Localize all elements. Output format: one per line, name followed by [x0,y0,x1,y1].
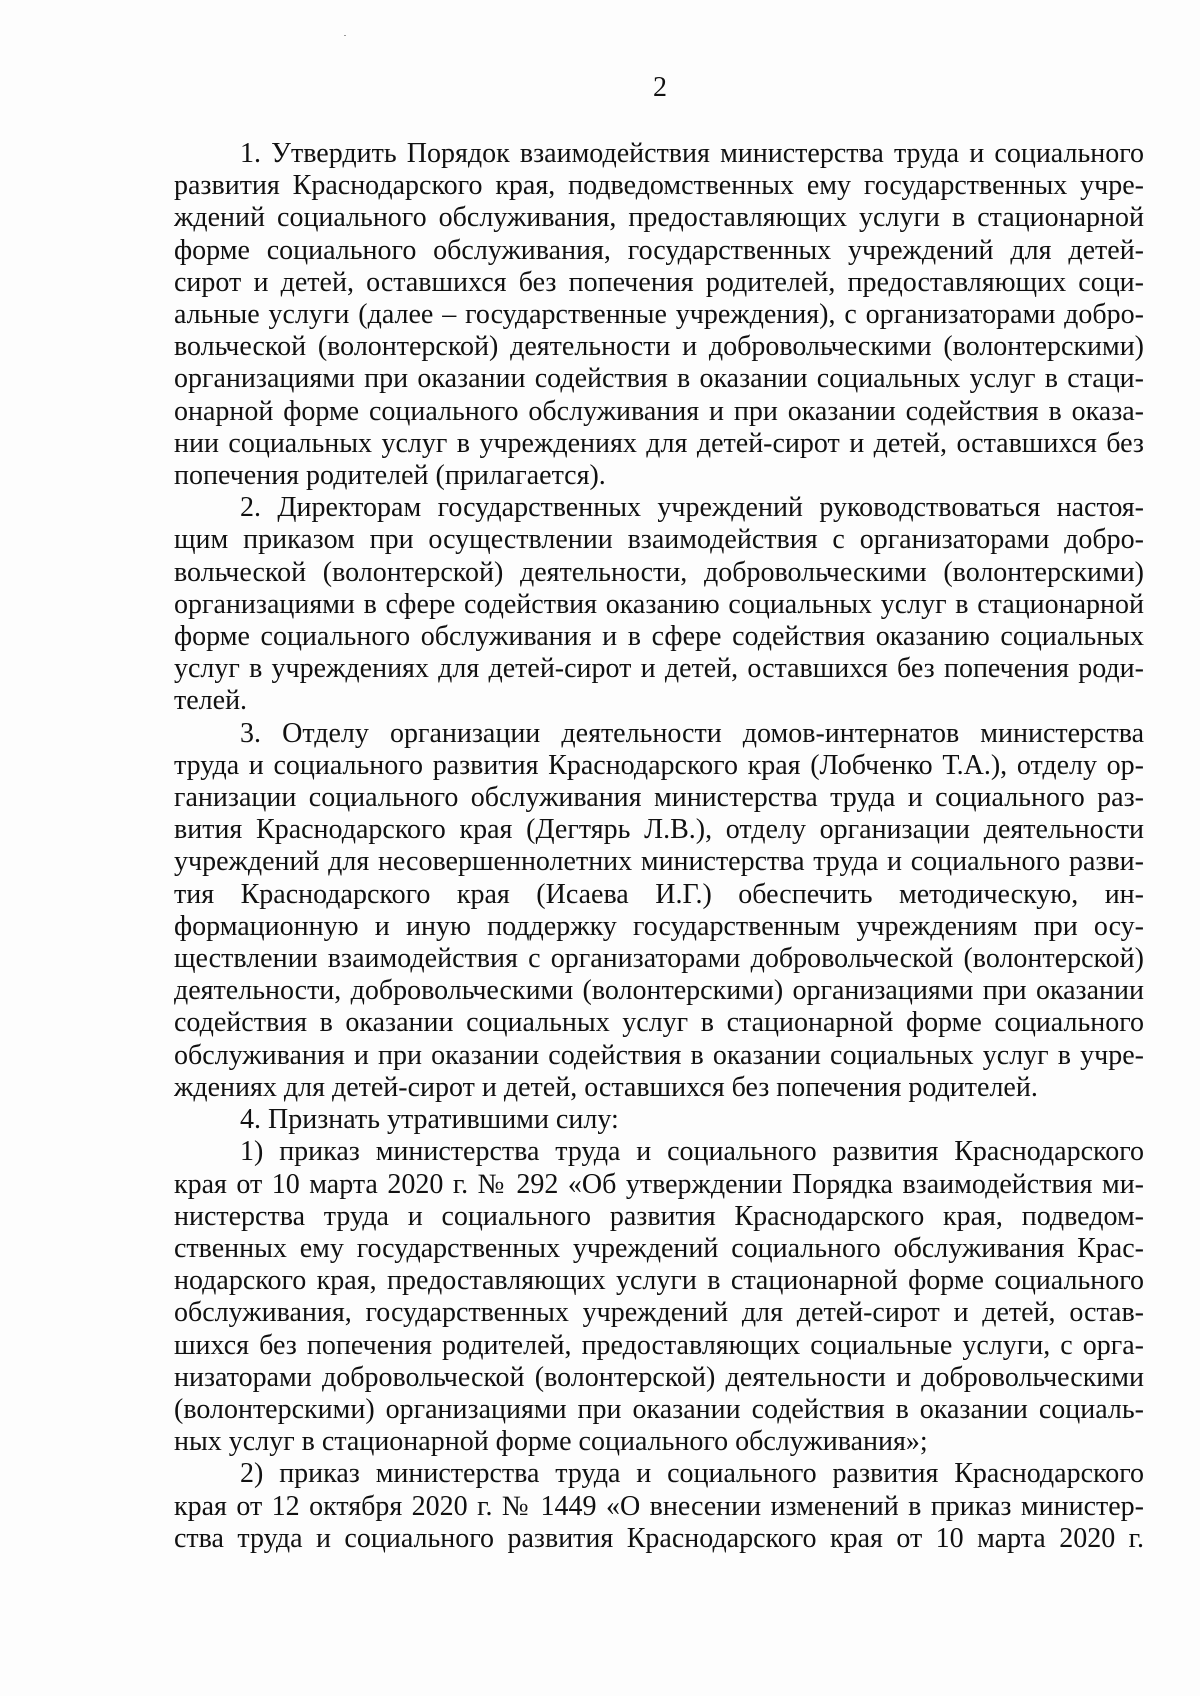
text-line: 2) приказ министерства труда и социального развития Краснодарского [240,1458,1144,1490]
text-line: содействия в оказании социальных услуг в стационарной форме социального [174,1007,1144,1039]
text-line: нодарского края, предоставляющих услуги в стационарной форме социального [174,1265,1144,1297]
text-line: вития Краснодарского края (Дегтярь Л.В.), отделу организации деятельности [174,814,1144,846]
text-line: обслуживания, государственных учреждений для детей-сирот и детей, остав- [174,1297,1144,1329]
text-line: форме социального обслуживания, государственных учреждений для детей- [174,234,1144,266]
text-line: 3. Отделу организации деятельности домов-интернатов министерства [240,717,1144,749]
text-line: щим приказом при осуществлении взаимодействия с организаторами добро- [174,524,1144,556]
text-line: нии социальных услуг в учреждениях для детей-сирот и детей, оставшихся без [174,427,1144,459]
text-line: деятельности, добровольческими (волонтерскими) организациями при оказании [174,975,1144,1007]
text-line: ждений социального обслуживания, предоставляющих услуги в стационарной [174,202,1144,234]
text-line: сирот и детей, оставшихся без попечения родителей, предоставляющих соци- [174,266,1144,298]
text-line: вольческой (волонтерской) деятельности и добровольческими (волонтерскими) [174,331,1144,363]
text-line: форме социального обслуживания и в сфере содействия оказанию социальных [174,621,1144,653]
text-line: ждениях для детей-сирот и детей, оставшихся без попечения родителей. [174,1071,1038,1103]
document-body [174,138,1144,1555]
text-line: нистерства труда и социального развития Краснодарского края, подведом- [174,1200,1144,1232]
text-line: ственных ему государственных учреждений социального обслуживания Крас- [174,1232,1144,1264]
text-line: края от 12 октября 2020 г. № 1449 «О внесении изменений в приказ министер- [174,1490,1144,1522]
scan-speck [344,35,346,36]
text-line: тия Краснодарского края (Исаева И.Г.) обеспечить методическую, ин- [174,878,1144,910]
text-line: 1) приказ министерства труда и социального развития Краснодарского [240,1136,1144,1168]
text-line: труда и социального развития Краснодарского края (Лобченко Т.А.), отделу ор- [174,749,1144,781]
text-line: формационную и иную поддержку государственным учреждениям при осу- [174,910,1144,942]
text-line: (волонтерскими) организациями при оказании содействия в оказании социаль- [174,1393,1144,1425]
text-line: развития Краснодарского края, подведомственных ему государственных учре- [174,170,1144,202]
text-line: онарной форме социального обслуживания и при оказании содействия в оказа- [174,395,1144,427]
page-number: 2 [653,72,667,103]
text-line: 4. Признать утратившими силу: [240,1104,619,1136]
text-line: альные услуги (далее – государственные учреждения), с организаторами добро- [174,299,1144,331]
text-line: ства труда и социального развития Краснодарского края от 10 марта 2020 г. [174,1522,1144,1554]
text-line: услуг в учреждениях для детей-сирот и детей, оставшихся без попечения роди- [174,653,1144,685]
text-line: 1. Утвердить Порядок взаимодействия министерства труда и социального [240,138,1144,169]
text-line: телей. [174,685,248,717]
text-line: края от 10 марта 2020 г. № 292 «Об утверждении Порядка взаимодействия ми- [174,1168,1144,1200]
text-line: ных услуг в стационарной форме социального обслуживания»; [174,1426,928,1458]
text-line: ществлении взаимодействия с организаторами добровольческой (волонтерской) [174,943,1144,975]
text-line: учреждений для несовершеннолетних министерства труда и социального разви- [174,846,1144,878]
text-line: попечения родителей (прилагается). [174,460,606,492]
text-line: вольческой (волонтерской) деятельности, добровольческими (волонтерскими) [174,556,1144,588]
text-line: обслуживания и при оказании содействия в оказании социальных услуг в учре- [174,1039,1144,1071]
text-line: шихся без попечения родителей, предоставляющих социальные услуги, с орга- [174,1329,1144,1361]
text-line: ганизации социального обслуживания министерства труда и социального раз- [174,782,1144,814]
text-line: 2. Директорам государственных учреждений руководствоваться настоя- [240,492,1144,524]
text-line: низаторами добровольческой (волонтерской) деятельности и добровольческими [174,1361,1144,1393]
text-line: организациями при оказании содействия в оказании социальных услуг в стаци- [174,363,1144,395]
text-line: организациями в сфере содействия оказанию социальных услуг в стационарной [174,588,1144,620]
